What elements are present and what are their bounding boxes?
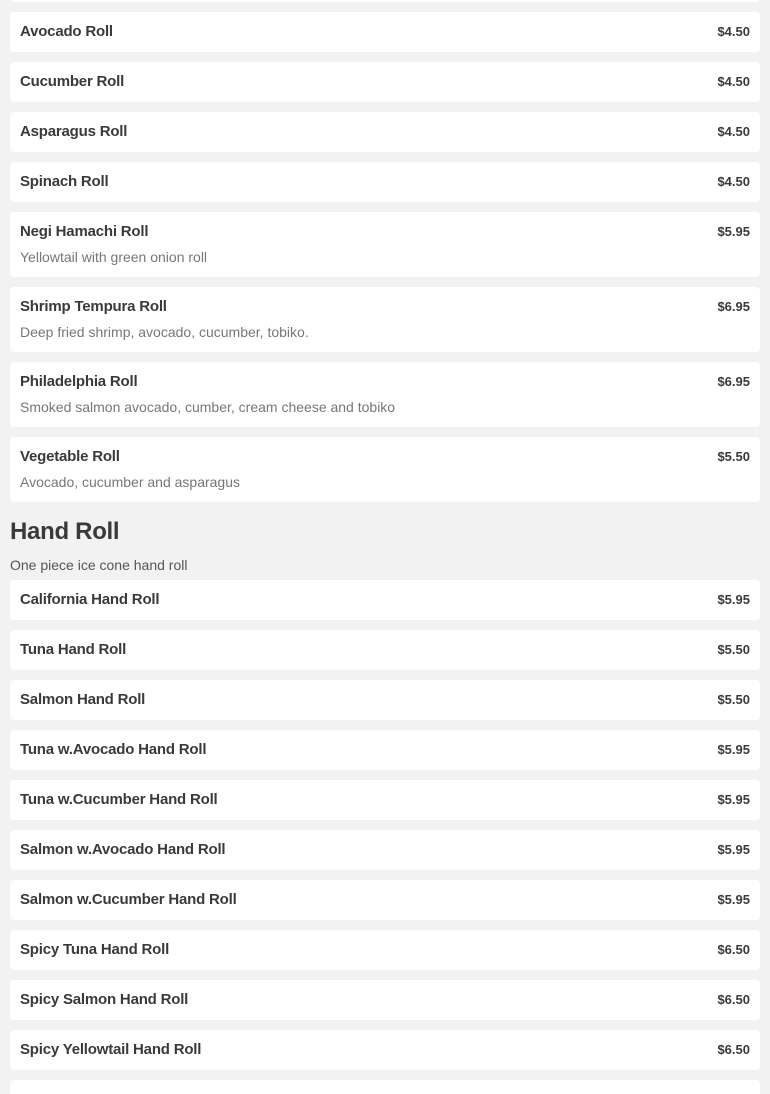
menu-item-name: Salmon w.Avocado Hand Roll — [20, 841, 226, 858]
menu-item-name: Tuna w.Cucumber Hand Roll — [20, 791, 218, 808]
menu-item-shrimp-tempura-roll[interactable] — [10, 287, 760, 352]
menu-item-price: $6.95 — [717, 374, 750, 389]
menu-item-price: $6.95 — [717, 299, 750, 314]
menu-item-name: Salmon Hand Roll — [20, 691, 146, 708]
menu-item-price: $4.50 — [717, 124, 750, 139]
menu-item-spicy-yellowtail-hand-roll[interactable] — [10, 1030, 760, 1070]
menu-item-description: Smoked salmon avocado, cumber, cream cheese and tobiko — [20, 399, 396, 415]
menu-item-price: $5.95 — [717, 224, 750, 239]
menu-item-price: $4.50 — [717, 24, 750, 39]
menu-item-name: Spicy Tuna Hand Roll — [20, 941, 170, 958]
menu-item-price: $5.95 — [717, 892, 750, 907]
menu-item-name: Spinach Roll — [20, 173, 109, 190]
section-subtitle: One piece ice cone hand roll — [10, 557, 188, 573]
previous-menu-item-card[interactable] — [10, 0, 760, 2]
menu-item-asparagus-roll[interactable] — [10, 112, 760, 152]
menu-item-price: $5.50 — [717, 692, 750, 707]
menu-item-avocado-roll[interactable] — [10, 12, 760, 52]
menu-item-name: California Hand Roll — [20, 591, 160, 608]
menu-item-name: Salmon w.Cucumber Hand Roll — [20, 891, 237, 908]
menu-item-price: $4.50 — [717, 74, 750, 89]
menu-item-name: Tuna w.Avocado Hand Roll — [20, 741, 207, 758]
menu-item-price: $5.95 — [717, 842, 750, 857]
menu-item-name: Cucumber Roll — [20, 73, 125, 90]
menu-item-name: Vegetable Roll — [20, 448, 120, 465]
menu-item-tuna-hand-roll[interactable] — [10, 630, 760, 670]
hand-roll-list — [10, 580, 760, 1094]
menu-item-description: Deep fried shrimp, avocado, cucumber, tobiko. — [20, 324, 309, 340]
menu-item-price: $5.95 — [717, 742, 750, 757]
menu-item-name: Shrimp Tempura Roll — [20, 298, 167, 315]
menu-item-price: $5.50 — [717, 449, 750, 464]
menu-item-price: $6.50 — [717, 942, 750, 957]
section-title-hand-roll: Hand Roll — [10, 518, 120, 545]
menu-item-spinach-roll[interactable] — [10, 162, 760, 202]
menu-item-price: $5.95 — [717, 792, 750, 807]
menu-item-name: Avocado Roll — [20, 23, 113, 40]
menu-item-philadelphia-roll[interactable] — [10, 362, 760, 427]
menu-item-spicy-tuna-hand-roll[interactable] — [10, 930, 760, 970]
menu-item-california-hand-roll[interactable] — [10, 580, 760, 620]
menu-item-description: Yellowtail with green onion roll — [20, 249, 208, 265]
menu-item-name: Tuna Hand Roll — [20, 641, 127, 658]
menu-item-tuna-avocado-hand-roll[interactable] — [10, 730, 760, 770]
menu-item-price: $6.50 — [717, 1042, 750, 1057]
menu-item-name: Negi Hamachi Roll — [20, 223, 149, 240]
menu-item-salmon-cucumber-hand-roll[interactable] — [10, 880, 760, 920]
menu-item-price: $6.50 — [717, 992, 750, 1007]
menu-item-spicy-salmon-hand-roll[interactable] — [10, 980, 760, 1020]
menu-item-tuna-cucumber-hand-roll[interactable] — [10, 780, 760, 820]
menu-item-next-partial[interactable] — [10, 1080, 760, 1094]
menu-item-price: $4.50 — [717, 174, 750, 189]
rolls-list — [10, 12, 760, 512]
menu-item-name: Asparagus Roll — [20, 123, 128, 140]
menu-item-name: Philadelphia Roll — [20, 373, 138, 390]
menu-item-vegetable-roll[interactable] — [10, 437, 760, 502]
menu-item-cucumber-roll[interactable] — [10, 62, 760, 102]
menu-item-name: Spicy Yellowtail Hand Roll — [20, 1041, 202, 1058]
menu-item-salmon-hand-roll[interactable] — [10, 680, 760, 720]
menu-item-salmon-avocado-hand-roll[interactable] — [10, 830, 760, 870]
menu-item-name: Spicy Salmon Hand Roll — [20, 991, 189, 1008]
menu-item-description: Avocado, cucumber and asparagus — [20, 474, 240, 490]
menu-item-price: $5.50 — [717, 642, 750, 657]
menu-item-negi-hamachi-roll[interactable] — [10, 212, 760, 277]
menu-item-price: $5.95 — [717, 592, 750, 607]
